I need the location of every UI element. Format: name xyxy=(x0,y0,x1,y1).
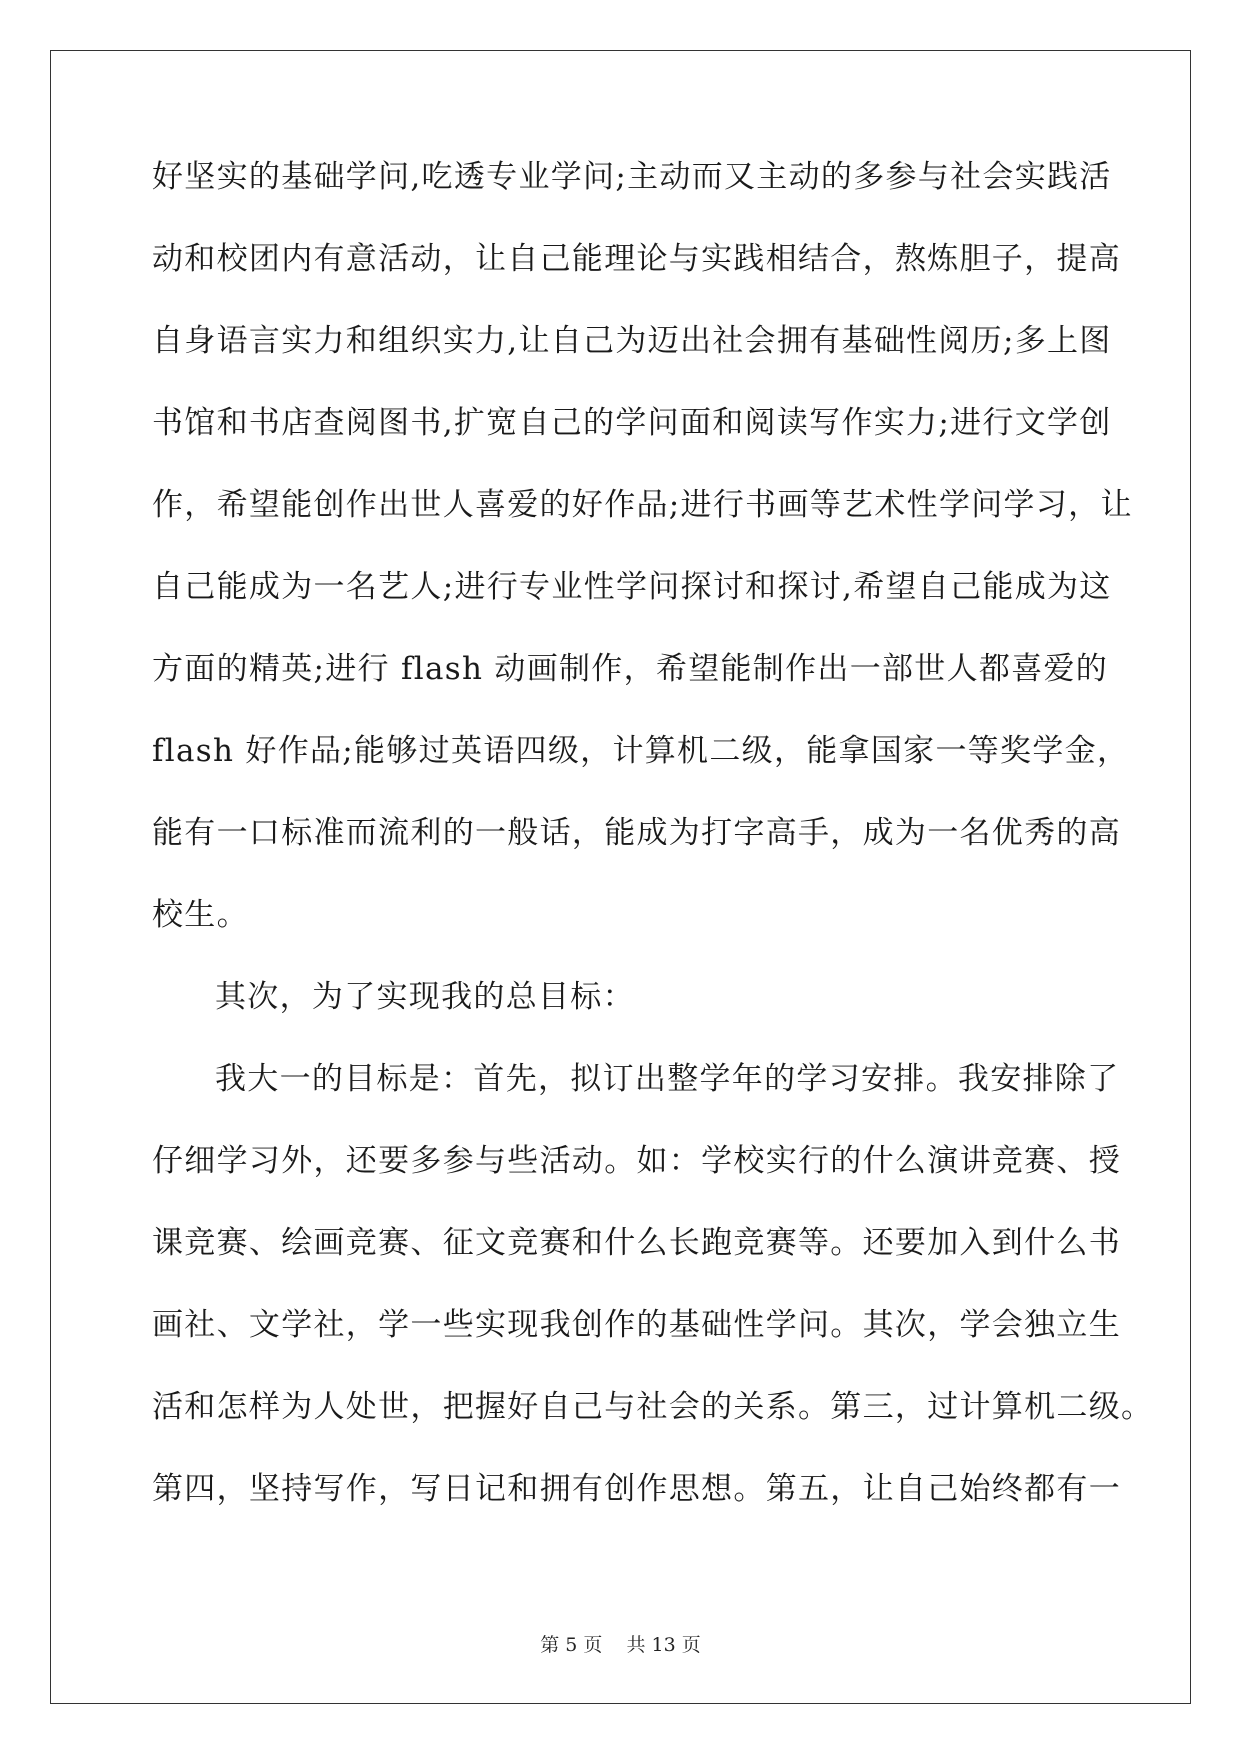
page-number: 第 5 页 xyxy=(540,1634,603,1656)
page-total: 共 13 页 xyxy=(626,1634,701,1656)
text-line: 书馆和书店查阅图书,扩宽自己的学问面和阅读写作实力;进行文学创 xyxy=(152,405,1112,441)
text-line: 动和校团内有意活动，让自己能理论与实践相结合，熬炼胆子，提高 xyxy=(152,241,1121,277)
text-line: 好坚实的基础学问,吃透专业学问;主动而又主动的多参与社会实践活 xyxy=(152,159,1112,195)
text-line: 仔细学习外，还要多参与些活动。如：学校实行的什么演讲竞赛、授 xyxy=(152,1143,1121,1179)
paragraph-heading-line: 其次，为了实现我的总目标： xyxy=(215,979,635,1015)
text-line: 自己能成为一名艺人;进行专业性学问探讨和探讨,希望自己能成为这 xyxy=(152,569,1112,605)
document-body xyxy=(152,158,1154,1552)
text-line: 能有一口标准而流利的一般话，能成为打字高手，成为一名优秀的高 xyxy=(152,815,1121,851)
page-footer xyxy=(0,1630,1241,1657)
text-line: 画社、文学社，学一些实现我创作的基础性学问。其次，学会独立生 xyxy=(152,1307,1121,1343)
text-line: 校生。 xyxy=(152,897,249,933)
text-line: 作，希望能创作出世人喜爱的好作品;进行书画等艺术性学问学习，让 xyxy=(152,487,1133,523)
text-line: flash 好作品;能够过英语四级，计算机二级，能拿国家一等奖学金， xyxy=(152,733,1130,769)
text-line: 第四，坚持写作，写日记和拥有创作思想。第五，让自己始终都有一 xyxy=(152,1471,1121,1507)
text-line: 课竞赛、绘画竞赛、征文竞赛和什么长跑竞赛等。还要加入到什么书 xyxy=(152,1225,1121,1261)
paragraph-first-line: 我大一的目标是：首先，拟订出整学年的学习安排。我安排除了 xyxy=(215,1061,1120,1097)
text-line: 方面的精英;进行 flash 动画制作，希望能制作出一部世人都喜爱的 xyxy=(152,651,1109,687)
text-line: 自身语言实力和组织实力,让自己为迈出社会拥有基础性阅历;多上图 xyxy=(152,323,1112,359)
text-line: 活和怎样为人处世，把握好自己与社会的关系。第三，过计算机二级。 xyxy=(152,1389,1154,1425)
